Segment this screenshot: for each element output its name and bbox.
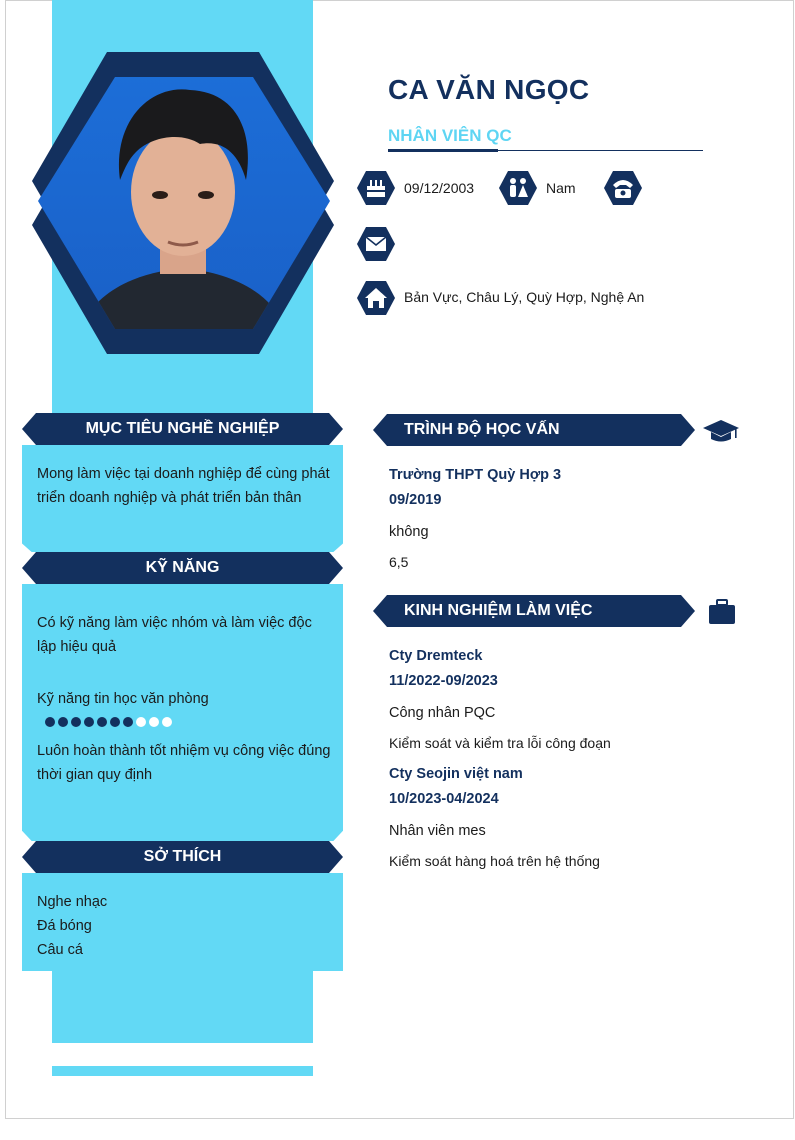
skill-rating-dots [45,717,172,727]
skill-1-line-2: lập hiệu quả [37,639,117,655]
job-1-period: 11/2022-09/2023 [389,673,498,689]
hobby-item: Câu cá [37,942,83,958]
job-2-company: Cty Seojin việt nam [389,766,523,782]
rating-dot-filled [84,717,94,727]
address: Bản Vực, Châu Lý, Quỳ Hợp, Nghệ An [404,289,645,305]
hobby-item: Đá bóng [37,918,92,934]
skill-1-line-1: Có kỹ năng làm việc nhóm và làm việc độc [37,615,312,631]
job-1-description: Kiểm soát và kiểm tra lỗi công đoạn [389,735,611,751]
rating-dot-filled [71,717,81,727]
rating-dot-empty [162,717,172,727]
job-2-period: 10/2023-04/2024 [389,791,499,807]
gender: Nam [546,180,576,196]
left-column-footer-strip [52,1066,313,1076]
home-icon [357,281,395,315]
people-icon [499,171,537,205]
briefcase-icon [708,599,736,625]
telephone-icon[interactable] [604,171,642,205]
education-date: 09/2019 [389,492,442,508]
education-major: không [389,524,429,540]
job-title: NHÂN VIÊN QC [388,126,512,145]
job-2-role: Nhân viên mes [389,823,486,839]
candidate-name: CA VĂN NGỌC [388,74,590,105]
rating-dot-filled [58,717,68,727]
envelope-icon[interactable] [357,227,395,261]
experience-heading: KINH NGHIỆM LÀM VIỆC [404,602,593,619]
objective-line-2: triển doanh nghiệp và phát triển bản thân [37,490,302,506]
education-heading: TRÌNH ĐỘ HỌC VẤN [404,421,560,438]
education-school: Trường THPT Quỳ Hợp 3 [389,467,562,483]
job-2-description: Kiểm soát hàng hoá trên hệ thống [389,853,600,869]
skill-3-line-2: thời gian quy định [37,767,153,783]
rating-dot-filled [45,717,55,727]
rating-dot-filled [97,717,107,727]
education-score: 6,5 [389,554,409,570]
skills-heading: KỸ NĂNG [145,559,220,576]
rating-dot-filled [110,717,120,727]
skill-2-line-1: Kỹ năng tin học văn phòng [37,691,209,707]
rating-dot-empty [149,717,159,727]
skill-3-line-1: Luôn hoàn thành tốt nhiệm vụ công việc đúng [37,743,331,759]
title-underline-accent [388,149,498,152]
job-1-company: Cty Dremteck [389,648,483,664]
birthdate: 09/12/2003 [404,180,475,196]
hobby-item: Nghe nhạc [37,894,108,910]
rating-dot-filled [123,717,133,727]
birthday-cake-icon [357,171,395,205]
rating-dot-empty [136,717,146,727]
graduation-cap-icon [702,418,740,444]
job-1-role: Công nhân PQC [389,705,496,721]
profile-photo [32,52,334,354]
objective-heading: MỤC TIÊU NGHỀ NGHIỆP [85,420,280,437]
objective-line-1: Mong làm việc tại doanh nghiệp để cùng phát [37,466,330,482]
hobbies-heading: SỞ THÍCH [143,848,222,865]
